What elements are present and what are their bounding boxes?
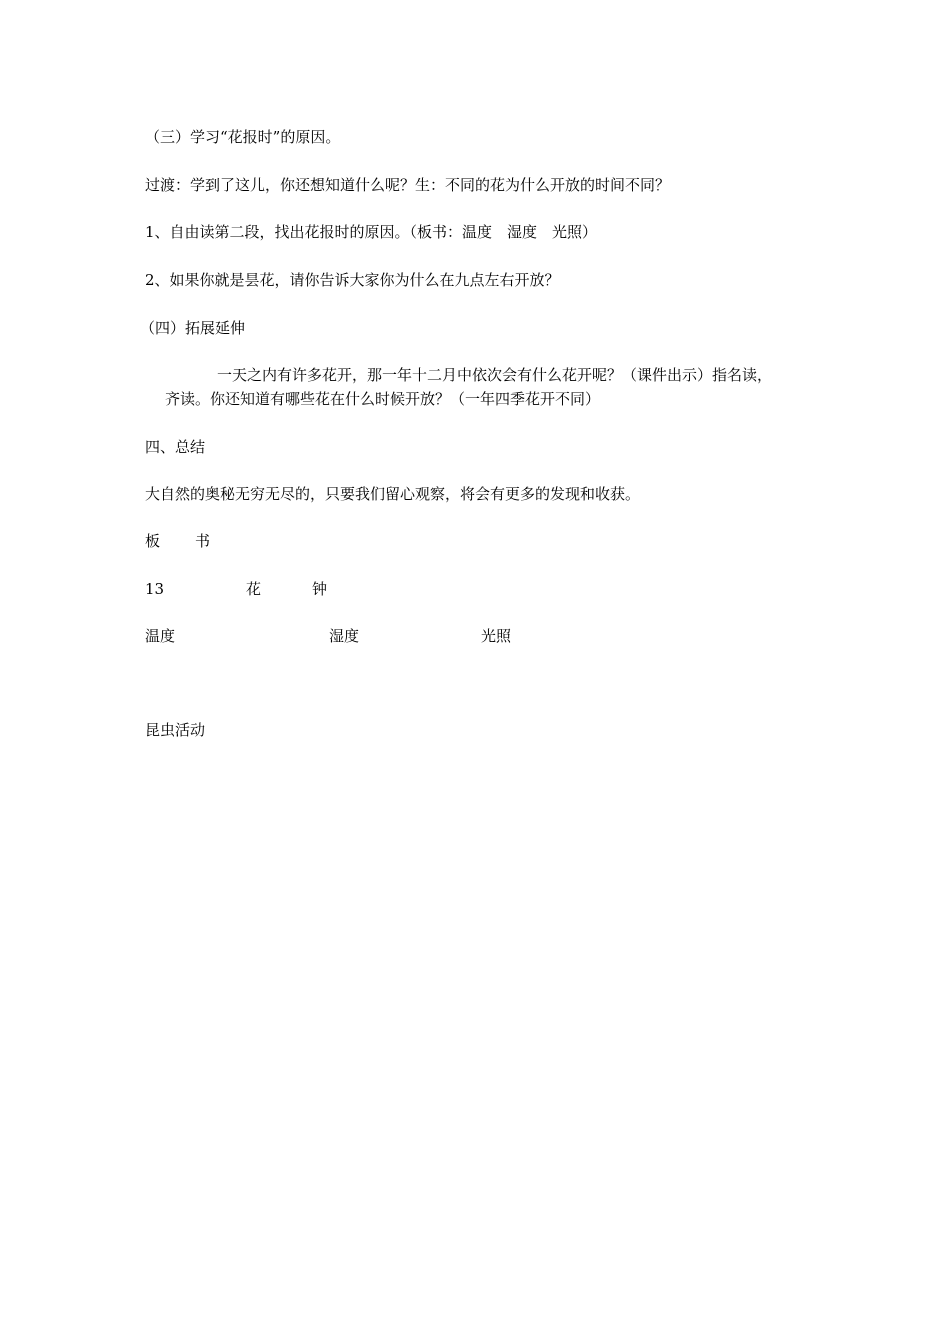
section-heading-3: （三）学习“花报时”的原因。 bbox=[145, 128, 341, 146]
board-heading-right: 书 bbox=[195, 532, 211, 550]
board-title-char1: 花 bbox=[246, 580, 262, 598]
step-2-paragraph: 2、如果你就是昙花，请你告诉大家你为什么在九点左右开放？ bbox=[145, 271, 560, 289]
summary-heading: 四、总结 bbox=[145, 438, 206, 456]
section-heading-4: （四）拓展延伸 bbox=[140, 319, 246, 337]
board-title-char2: 钟 bbox=[312, 580, 328, 598]
transition-paragraph: 过渡：学到了这儿，你还想知道什么呢？生：不同的花为什么开放的时间不同？ bbox=[145, 176, 671, 194]
step-1-paragraph: 1、自由读第二段，找出花报时的原因。（板书：温度 湿度 光照） bbox=[145, 223, 598, 241]
board-factor-light: 光照 bbox=[481, 627, 512, 645]
board-footer: 昆虫活动 bbox=[145, 721, 206, 739]
summary-paragraph: 大自然的奥秘无穷无尽的，只要我们留心观察，将会有更多的发现和收获。 bbox=[145, 485, 641, 503]
board-factor-humidity: 湿度 bbox=[329, 627, 360, 645]
board-title-number: 13 bbox=[145, 580, 165, 598]
board-factor-temperature: 温度 bbox=[145, 627, 176, 645]
extension-paragraph-line1: 一天之内有许多花开，那一年十二月中依次会有什么花开呢？（课件出示）指名读， bbox=[217, 366, 773, 384]
board-heading-left: 板 bbox=[145, 532, 161, 550]
extension-paragraph-line2: 齐读。你还知道有哪些花在什么时候开放？（一年四季花开不同） bbox=[165, 390, 601, 408]
